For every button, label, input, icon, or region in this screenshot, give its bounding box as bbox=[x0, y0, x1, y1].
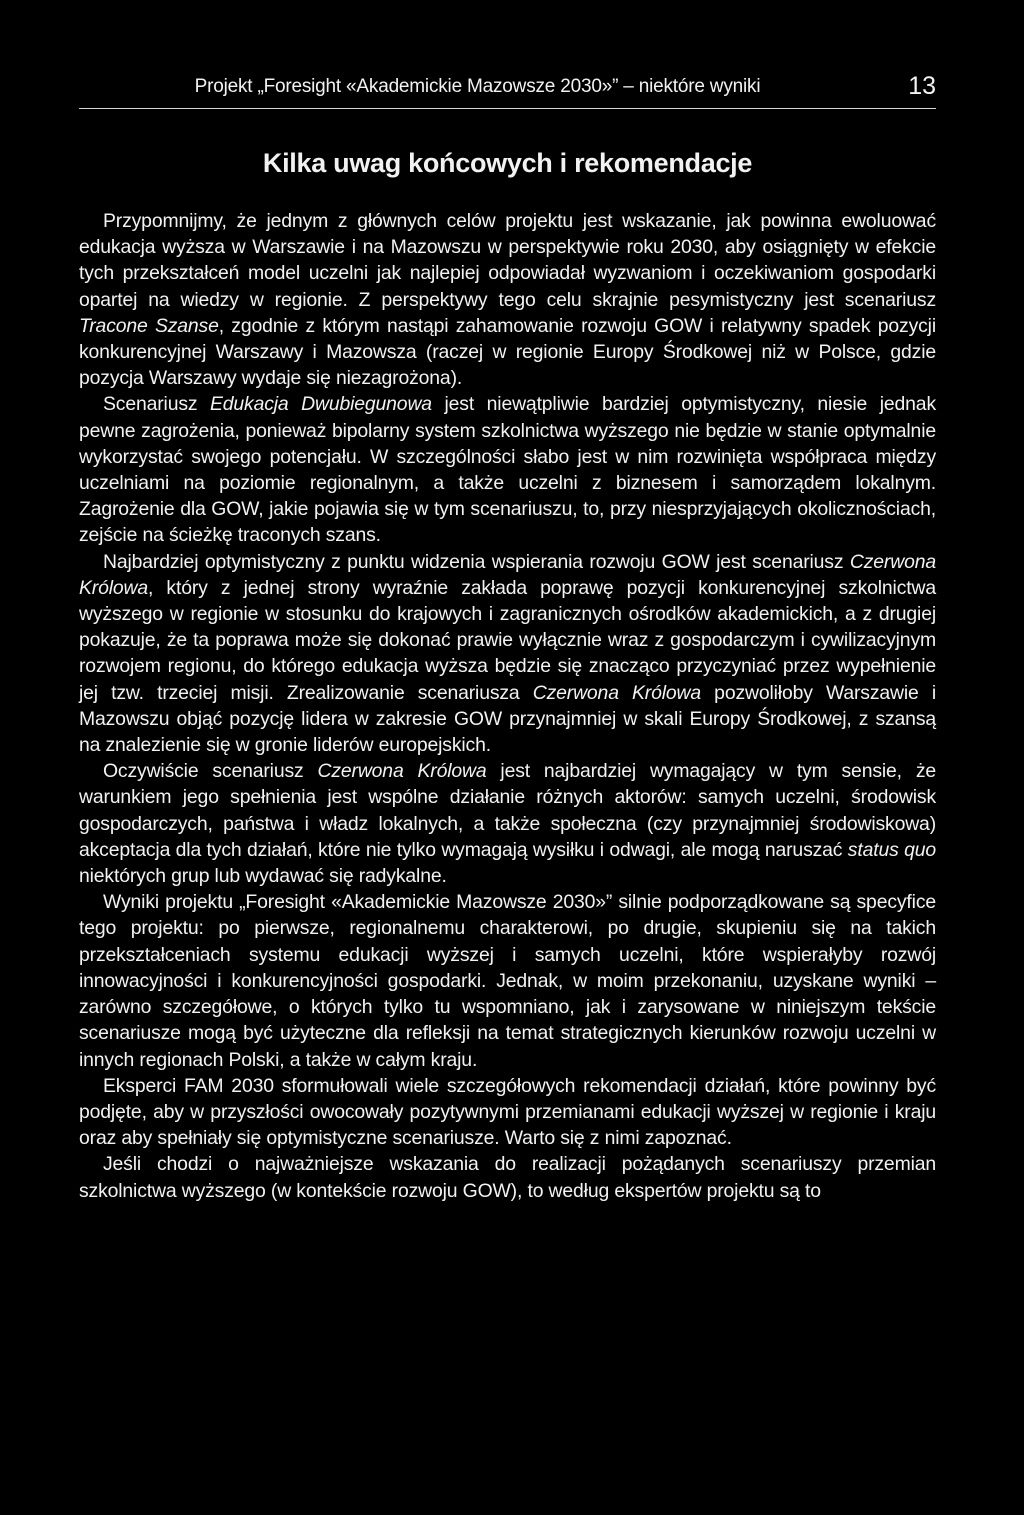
header-rule bbox=[79, 108, 936, 109]
section-title: Kilka uwag końcowych i rekomendacje bbox=[262, 148, 753, 178]
scenario-name-czerwona-krolowa: Czerwona Królowa bbox=[317, 760, 487, 783]
paragraph-1-text-a: Przypomnijmy, że jednym z głównych celów projektu jest wskazanie, jak powinna ewoluować edukacja wyższa w Warszawie i na Mazowszu w perspektywie roku 2030, aby osiągnięty w efekcie tych przekształceń model uczelni jak najlepiej odpowiadał wyzwaniom i oczekiwaniom gospodarki opartej na wiedzy w regionie. Z perspektywy tego celu skrajnie pesymistyczny jest scenariusz bbox=[79, 210, 936, 311]
scenario-name-czerwona-krolowa: Czerwona Królowa bbox=[532, 681, 702, 704]
scenario-name-czerwona-krolowa: Czerwona Królowa bbox=[79, 550, 936, 599]
paragraph-5: Wyniki projektu „Foresight «Akademickie Mazowsze 2030»” silnie podporządkowane są specyfice tego projektu: po pierwsze, regionalnemu charakterowi, po drugie, skupieniu się na takich przekształceniach systemu edukacji wyższej i samych uczelni, które wspierałyby rozwój innowacyjności i konkurencyjności gospodarki. Jednak, w moim przekonaniu, uzyskane wyniki – zarówno szczegółowe, o których tylko tu wspomniano, jak i zarysowane w niniejszym tekście scenariusze mogą być użyteczne dla refleksji na temat strategicznych kierunków rozwoju uczelni w innych regionach Polski, a także w całym kraju. bbox=[79, 891, 936, 1071]
paragraph-1-text-b: , zgodnie z którym nastąpi zahamowanie rozwoju GOW i relatywny spadek pozycji konkurencyjnej Warszawy i Mazowsza (raczej w regionie Europy Środkowej niż w Polsce, gdzie pozycja Warszawy wydaje się niezagrożona). bbox=[79, 314, 936, 390]
paragraph-4-text-b: jest najbardziej wymagający w tym sensie, że warunkiem jego spełnienia jest wspólne działanie różnych aktorów: samych uczelni, środowisk gospodarczych, państwa i władz lokalnych, a także społeczna (czy przynajmniej środowiskowa) akceptacja dla tych działań, które nie tylko wymagają wysiłku i odwagi, ale mogą naruszać bbox=[79, 760, 936, 861]
paragraph-7: Jeśli chodzi o najważniejsze wskazania do realizacji pożądanych scenariuszy przemian szkolnictwa wyższego (w kontekście rozwoju GOW), to według ekspertów projektu są to bbox=[79, 1153, 936, 1202]
paragraph-1 bbox=[79, 208, 936, 391]
paragraph-2-text-b: jest niewątpliwie bardziej optymistyczny, niesie jednak pewne zagrożenia, ponieważ bipolarny system szkolnictwa wyższego nie będzie w stanie optymalnie wykorzystać swojego potencjału. W szczególności słabo jest w nim rozwinięta współpraca między uczelniami na poziomie regionalnym, a także uczelni z biznesem i samorządem lokalnym. Zagrożenie dla GOW, jakie pojawia się w tym scenariuszu, to, przy niesprzyjających okolicznościach, zejście na ścieżkę traconych szans. bbox=[79, 393, 936, 547]
paragraph-4-text-c: niektórych grup lub wydawać się radykalne. bbox=[79, 865, 447, 888]
running-title: Projekt „Foresight «Akademickie Mazowsze 2030»” – niektóre wyniki bbox=[194, 76, 761, 97]
body-text bbox=[79, 208, 936, 1204]
running-header bbox=[79, 72, 936, 104]
scenario-name-edukacja-dwubiegunowa: Edukacja Dwubiegunowa bbox=[210, 393, 432, 416]
paragraph-3 bbox=[79, 549, 936, 759]
paragraph-2-text-a: Scenariusz bbox=[103, 393, 210, 416]
paragraph-4-text-a: Oczywiście scenariusz bbox=[103, 760, 318, 783]
scenario-name-tracone-szanse: Tracone Szanse bbox=[79, 314, 219, 337]
term-status-quo: status quo bbox=[847, 838, 936, 861]
paragraph-3-text-b: , który z jednej strony wyraźnie zakłada poprawę pozycji konkurencyjnej szkolnictwa wyższego w regionie w stosunku do krajowych i zagranicznych ośrodków akademickich, a z drugiej pokazuje, że ta poprawa może się dokonać prawie wyłącznie wraz z gospodarczym i cywilizacyjnym rozwojem regionu, do którego edukacja wyższa będzie się znacząco przyczyniać przez wypełnienie jej tzw. trzeciej misji. Zrealizowanie scenariusza bbox=[79, 576, 936, 704]
paragraph-4 bbox=[79, 758, 936, 889]
page-number: 13 bbox=[908, 72, 936, 100]
paragraph-6: Eksperci FAM 2030 sformułowali wiele szczegółowych rekomendacji działań, które powinny być podjęte, aby w przyszłości owocowały pozytywnymi przemianami edukacji wyższej w regionie i kraju oraz aby spełniały się optymistyczne scenariusze. Warto się z nimi zapoznać. bbox=[79, 1074, 936, 1150]
paragraph-3-text-a: Najbardziej optymistyczny z punktu widzenia wspierania rozwoju GOW jest scenariusz bbox=[103, 550, 850, 573]
paragraph-3-text-c: pozwoliłoby Warszawie i Mazowszu objąć pozycję lidera w zakresie GOW przynajmniej w skali Europy Środkowej, z szansą na znalezienie się w gronie liderów europejskich. bbox=[79, 681, 937, 757]
paragraph-2 bbox=[79, 391, 936, 548]
